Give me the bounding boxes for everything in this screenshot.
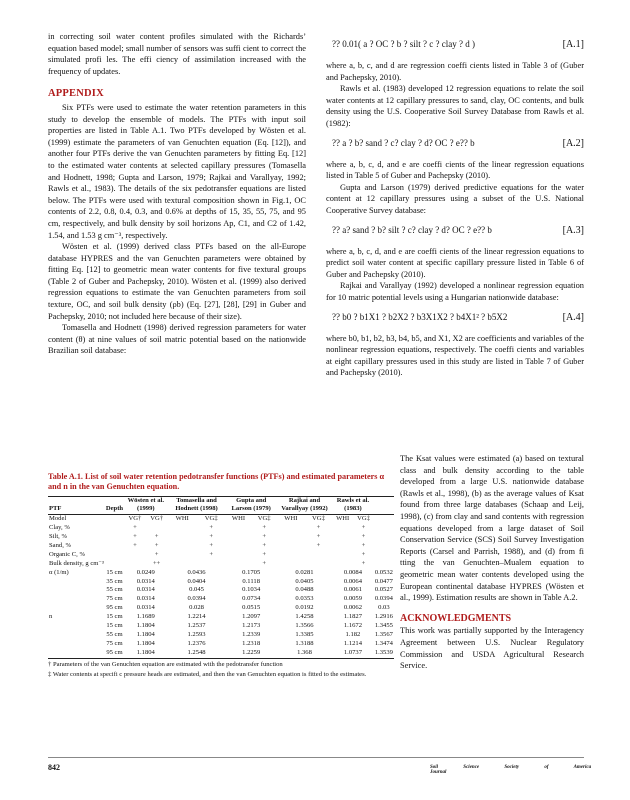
table-cell (332, 533, 353, 542)
page-number: 842 (48, 763, 60, 772)
value-cell: 0.0404 (187, 577, 206, 585)
appendix-heading: APPENDIX (48, 88, 104, 100)
value-cell: 0.1705 (242, 568, 261, 576)
right-paragraph-6: Rajkai and Varallyay (1992) developed a nonlinear regression equation for 10 matric potential levels using a Hungarian nationwide database: (326, 281, 584, 302)
table-cell (332, 560, 353, 569)
value-cell: 1.182 (345, 630, 361, 638)
depth-cell: 15 cm (106, 568, 123, 576)
table-body (48, 515, 394, 659)
acknowledgments-text: This work was partially supported by the Interagency Agreement between U.S. Nuclear Regulatory Commission and USDA Agricultural Research Service. (400, 626, 584, 671)
table-cell (146, 524, 168, 533)
table-cell: Organic C, % (49, 550, 85, 558)
table-cell: + (133, 524, 137, 532)
table-row-param (48, 631, 394, 640)
ksat-paragraph: The Ksat values were estimated (a) based on textural class and bulk density according to the table developed from a large U.S. nationwide database (Rawls et al., 1998), (b) as the average values of Ksat found from three large databases (Schaap and Leij, 1998), (c) from clay and sand contents with regression equations developed from a large dataset of Soil Conservation Service (SCS) Soil Survey Investigation Reports (Carsel and Parrish, 1988), and (d) from fi tting the van Genuchten–Mualem equation to geometric mean water contents developed using the European continental database HYPRES (Wösten et al., 1999). Estimation results are shown in Table A.2. (400, 454, 584, 603)
param-label-cell (48, 604, 105, 613)
table-footnote-1: † Parameters of the van Genuchten equation are estimated with the pedotransfer function (48, 660, 283, 668)
equation-a1 (332, 38, 584, 52)
table-cell: + (361, 533, 366, 540)
equation-a2-body: ?? a ? b? sand ? c? clay ? d? OC ? e?? b (332, 137, 475, 148)
right-paragraph-4: Gupta and Larson (1979) derived predictive equations for the water content at 12 capillary pressures using a subset of the U.S. National Cooperative Survey database: (326, 182, 584, 215)
table-cell (168, 533, 197, 542)
value-cell: 0.0394 (374, 595, 393, 603)
table-cell: + (154, 550, 159, 558)
value-cell: 1.1672 (343, 622, 363, 630)
equation-a4 (332, 311, 584, 325)
table-cell: VG‡ (257, 515, 271, 523)
left-column (48, 31, 306, 357)
header-wosten: Wösten et al. (1999) (127, 497, 165, 512)
equation-a4-body: ?? b0 ? b1X1 ? b2X2 ? b3X1X2 ? b4X1² ? b5X2 (332, 311, 508, 322)
table-cell: Model (49, 515, 67, 523)
header-depth: Depth (105, 504, 124, 512)
depth-cell: 75 cm (106, 595, 123, 603)
table-cell (226, 524, 252, 533)
param-label-cell: n (49, 613, 53, 621)
value-cell: 0.0314 (136, 604, 155, 612)
param-label-cell (48, 649, 105, 658)
value-cell: 1.3188 (295, 639, 314, 647)
value-cell: 0.0281 (295, 568, 314, 576)
value-cell: 1.1214 (343, 639, 363, 647)
equation-a2-label: [A.2] (562, 137, 584, 149)
value-cell: 0.0064 (343, 577, 363, 585)
table-row-input (48, 542, 394, 551)
table-cell: + (262, 524, 267, 532)
table-cell: + (262, 541, 267, 549)
value-cell: 1.3539 (374, 648, 393, 656)
acknowledgments-heading: ACKNOWLEDGMENTS (400, 612, 512, 624)
table-cell (332, 542, 353, 551)
value-cell: 1.2537 (187, 622, 206, 630)
equation-a4-label: [A.4] (562, 311, 584, 323)
value-cell: 0.0532 (374, 568, 393, 576)
value-cell: 1.3566 (295, 622, 314, 630)
table-cell: + (154, 541, 159, 549)
table-cell (277, 542, 305, 551)
table-cell: + (361, 524, 366, 532)
value-cell: 0.0249 (136, 568, 155, 576)
table-cell: + (209, 533, 214, 540)
value-cell: 0.0353 (295, 595, 314, 603)
depth-cell: 15 cm (106, 622, 123, 630)
table-cell: + (316, 541, 321, 549)
footer-divider (48, 757, 584, 758)
table-cell (105, 524, 124, 533)
table-row-param (48, 595, 394, 604)
param-label-cell (48, 578, 105, 587)
table-footnote-2: ‡ Water contents at specifi c pressure heads are estimated, and then the van Genuchten equation is fitted to the estimates. (48, 671, 367, 679)
table-cell: + (133, 541, 137, 549)
intro-paragraph: in correcting soil water content profiles simulated with the Richards’ equation based model; small number of sensors was suffi cient to correct the simulated profi les. The effi ciency of assimilation increased with the frequency of updates. (48, 32, 306, 76)
value-cell: 0.03 (378, 604, 390, 612)
value-cell: 0.0515 (242, 604, 261, 612)
table-cell (105, 515, 124, 524)
appendix-paragraph-1: Six PTFs were used to estimate the water retention parameters in this study to develop the ensemble of models. The PTFs with input soil properties are listed in Table A.1. Two PTFs developed by Wösten et al. (1999) estimate the parameters of van Genuchten equation (Eq. [12]), and another four PTFs derive the van Genuchten parameters by fitting Eq. [12] to the estimated water contents at selected capillary pressures (Tomasella and Hodnett, 1998; Gupta and Larson, 1979; Rajkai and Varallyay, 1992; Rawls et al., 1983). The details of the six pedotransfer equations are listed below. The PTFs were used with textural composition shown in Fig.1, OC contents of 2.2, 0.8, 0.4, 0.3, and 0.6% at depths of 15, 35, 55, 75, and 95 cm, respectively, and bulk density by soil horizons Ap, C1, and C2 of 1.42, 1.54, and 1.53 g cm⁻³, respectively. (48, 102, 306, 240)
equation-a3 (332, 224, 584, 238)
table-cell: + (361, 550, 366, 558)
journal-name: Soil Science Society of America Journal (430, 765, 592, 775)
header-tomasella: Tomasella and Hodnett (1998) (175, 497, 218, 512)
table-cell: WHI (175, 515, 189, 523)
table-cell (105, 560, 124, 569)
value-cell: 1.1804 (136, 639, 155, 647)
header-ptf: PTF (49, 504, 62, 512)
right-paragraph-5: where a, b, c, d, and e are coeffi cients of the linear regression equations to predict soil water content at specific capillary pressure listed in Table 6 of Guber and Pachepsky (2010). (326, 246, 584, 279)
table-header-row (48, 497, 394, 515)
table-cell: + (262, 559, 267, 567)
table-a1 (48, 472, 394, 680)
param-label-cell (48, 622, 105, 631)
value-cell: 1.3567 (374, 630, 393, 638)
table-row-param (48, 578, 394, 587)
appendix-paragraph-3: Tomasella and Hodnett (1998) derived regression parameters for water content (θ) at nine values of soil matric potential based on the nationwide Brazilian soil database: (48, 323, 306, 356)
table-row-param (48, 604, 394, 613)
value-cell: 0.0084 (343, 568, 363, 576)
table-cell (105, 542, 124, 551)
table-cell: VG‡ (204, 515, 218, 523)
param-label-cell (48, 595, 105, 604)
value-cell: 0.0062 (343, 604, 363, 612)
table-cell: Clay, % (49, 524, 70, 532)
value-cell: 1.2376 (187, 639, 206, 647)
table-row-input (48, 533, 394, 542)
table-cell: + (209, 524, 214, 532)
value-cell: 1.2318 (242, 639, 261, 647)
value-cell: 1.368 (297, 648, 312, 656)
header-gupta: Gupta and Larson (1979) (231, 497, 271, 512)
value-cell: 0.0059 (343, 595, 363, 603)
table-row-param (48, 649, 394, 658)
table-cell (305, 551, 332, 560)
value-cell: 0.0405 (295, 577, 314, 585)
value-cell: 1.2916 (374, 613, 393, 621)
depth-cell: 35 cm (106, 577, 123, 585)
param-label-cell (48, 586, 105, 595)
value-cell: 1.2593 (187, 630, 206, 638)
table-row-model (48, 515, 394, 524)
value-cell: 1.1827 (343, 613, 363, 621)
right-paragraph-2: Rawls et al. (1983) developed 12 regression equations to relate the soil water contents at 12 capillary pressures to sand, clay, OC contents, and bulk density using the U.S. Cooperative Soil Survey Database from Rawls et al. (1982): (326, 84, 584, 128)
table-cell: + (262, 550, 267, 558)
table-cell: + (154, 533, 159, 540)
table-row-param (48, 640, 394, 649)
value-cell: 0.0488 (295, 586, 314, 594)
equation-a1-body: ?? 0.01( a ? OC ? b ? silt ? c ? clay ? d ) (332, 39, 475, 50)
value-cell: 0.028 (189, 604, 204, 612)
value-cell: 1.1804 (136, 630, 155, 638)
right-paragraph-1: where a, b, c, and d are regression coeffi cients listed in Table 3 of (Guber and Pachepsky, 2010). (326, 61, 584, 82)
table-cell (305, 560, 332, 569)
table-cell: WHI (336, 515, 350, 523)
table-row-input (48, 560, 394, 569)
value-cell: 0.0436 (187, 568, 206, 576)
right-paragraph-3: where a, b, c, d, and e are coeffi cients of the linear regression equations listed in Table 5 of Guber and Pachepsky (2010). (326, 159, 584, 181)
table-cell: + (209, 541, 214, 549)
value-cell: 0.0314 (136, 595, 155, 603)
value-cell: 1.1804 (136, 622, 155, 630)
table-cell: + (133, 533, 137, 540)
table-cell (197, 560, 226, 569)
value-cell: 1.2548 (187, 648, 206, 656)
table-cell: + (361, 559, 366, 567)
table-row-input (48, 551, 394, 560)
table-cell (277, 551, 305, 560)
table-cell (105, 551, 124, 560)
depth-cell: 95 cm (106, 648, 123, 656)
value-cell: 1.2259 (242, 648, 261, 656)
table-row-input (48, 524, 394, 533)
table-row-param (48, 613, 394, 622)
table-cell: WHI (284, 515, 298, 523)
table-cell: + (316, 524, 321, 532)
value-cell: 1.2097 (242, 613, 261, 621)
header-rawls: Rawls et al. (1983) (336, 497, 370, 512)
value-cell: 1.2214 (187, 613, 206, 621)
depth-cell: 15 cm (106, 613, 123, 621)
table-cell (168, 551, 197, 560)
depth-cell: 95 cm (106, 604, 123, 612)
value-cell: 1.3455 (374, 622, 393, 630)
equation-a1-label: [A.1] (562, 39, 584, 51)
table-cell (124, 551, 146, 560)
table-cell (168, 524, 197, 533)
value-cell: 0.1118 (242, 577, 261, 585)
table-cell: + (361, 541, 366, 549)
wrap-column (400, 453, 584, 672)
table-cell (226, 542, 252, 551)
right-paragraph-7: where b0, b1, b2, b3, b4, b5, and X1, X2 are coefficients and variables of the nonlinear regression equations, respectively. The coeffi cients and variables at eight capillary pressures used in this study are listed in Table 7 of Guber and Pachepsky (2010). (326, 333, 584, 378)
table-cell: Bulk density, g cm⁻³ (49, 559, 104, 567)
equation-a3-label: [A.3] (562, 224, 584, 236)
table-cell: VG‡ (357, 515, 370, 523)
value-cell: 0.0394 (187, 595, 206, 603)
value-cell: 1.1689 (136, 613, 155, 621)
header-rajkai: Rajkai and Varallyay (1992) (281, 497, 328, 512)
table-row-param (48, 569, 394, 578)
depth-cell: 55 cm (106, 630, 123, 638)
table-cell (332, 551, 353, 560)
table-cell (277, 524, 305, 533)
table-cell: + (262, 533, 267, 540)
table-cell: + (209, 550, 214, 558)
param-label-cell (48, 631, 105, 640)
value-cell: 0.0314 (136, 586, 155, 594)
equation-a2 (332, 137, 584, 151)
value-cell: 1.0737 (343, 648, 363, 656)
table-cell (332, 524, 353, 533)
depth-cell: 75 cm (106, 639, 123, 647)
table-cell: Silt, % (49, 533, 67, 540)
value-cell: 0.0061 (343, 586, 363, 594)
value-cell: 1.3385 (295, 630, 314, 638)
table-cell: ++ (152, 559, 161, 567)
value-cell: 0.1034 (242, 586, 261, 594)
table-cell (168, 542, 197, 551)
table-cell (226, 533, 252, 542)
value-cell: 0.0477 (374, 577, 393, 585)
table-cell (226, 560, 252, 569)
table-cell: Sand, % (49, 541, 71, 549)
table-cell (168, 560, 197, 569)
value-cell: 0.045 (189, 586, 204, 594)
equation-a3-body: ?? a? sand ? b? silt ? c? clay ? d? OC ? e?? b (332, 224, 492, 235)
ptf-table (48, 496, 394, 659)
table-row-param (48, 622, 394, 631)
table-cell: VG† (150, 515, 164, 523)
table-cell: VG‡ (312, 515, 325, 523)
table-cell: VG† (128, 515, 142, 523)
table-cell (277, 533, 305, 542)
table-cell: + (316, 533, 321, 540)
table-cell: WHI (231, 515, 246, 523)
table-cell (105, 533, 124, 542)
value-cell: 1.2173 (242, 622, 261, 630)
value-cell: 0.0314 (136, 577, 155, 585)
param-label-cell (48, 640, 105, 649)
appendix-paragraph-2: Wösten et al. (1999) derived class PTFs based on the all-Europe database HYPRES and the van Genuchten parameters were obtained by fitting Eq. [12] to geometric mean water contents for five textural groups (Table 2 of Guber and Pachepsky, 2010). Wösten et al. (1999) also derived regression equations to estimate the van Genuchten parameters from soil texture, OC, and soil bulk density (ρb) (Eq. [27], [28], [29] in Guber and Pachepsky, 2010; not included here because of their size). (48, 242, 306, 321)
param-label-cell: α (1/m) (49, 568, 69, 576)
table-cell (226, 551, 252, 560)
value-cell: 0.0192 (295, 604, 314, 612)
table-cell (277, 560, 305, 569)
value-cell: 1.3474 (374, 639, 393, 647)
table-cell (124, 560, 146, 569)
right-column (326, 31, 584, 379)
table-row-param (48, 586, 394, 595)
value-cell: 1.2339 (242, 630, 261, 638)
value-cell: 0.0527 (374, 586, 393, 594)
value-cell: 1.4258 (295, 613, 314, 621)
value-cell: 1.1804 (136, 648, 155, 656)
table-title: Table A.1. List of soil water retention pedotransfer functions (PTFs) and estimated parameters α and n in the van Genuchten equation. (48, 472, 385, 491)
depth-cell: 55 cm (106, 586, 123, 594)
value-cell: 0.0734 (242, 595, 261, 603)
